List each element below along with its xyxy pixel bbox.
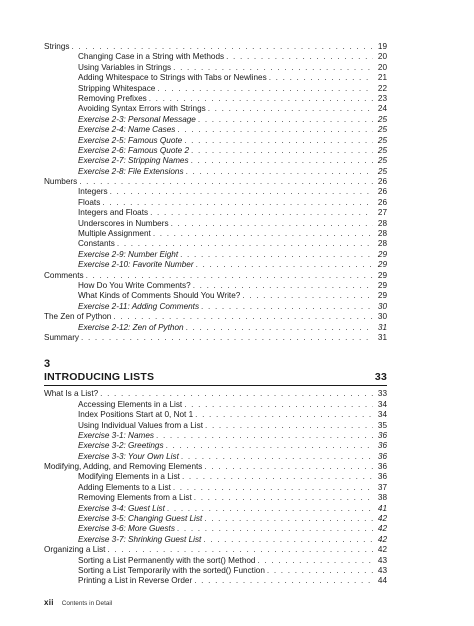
- toc-entry-page: 29: [377, 249, 387, 259]
- toc-section-chapter-3: [44, 389, 387, 586]
- toc-subsection-entry[interactable]: [44, 52, 387, 62]
- toc-entry-label: What Is a List?: [44, 389, 99, 399]
- toc-entry-label: Sorting a List Permanently with the sort() Method: [78, 555, 256, 565]
- toc-subsection-entry[interactable]: [44, 219, 387, 229]
- toc-leader-dots: [184, 400, 373, 410]
- toc-entry-label: Sorting a List Temporarily with the sorted() Function: [78, 565, 265, 575]
- toc-exercise-entry[interactable]: [44, 125, 387, 135]
- toc-entry-label: Exercise 3-5: Changing Guest List: [78, 514, 203, 524]
- toc-leader-dots: [71, 42, 373, 52]
- toc-entry-page: 25: [377, 166, 387, 176]
- toc-section-entry[interactable]: [44, 333, 387, 343]
- toc-subsection-entry[interactable]: [44, 104, 387, 114]
- chapter-number: 3: [44, 358, 51, 371]
- toc-entry-label: Removing Prefixes: [78, 93, 147, 103]
- toc-entry-label: Printing a List in Reverse Order: [78, 576, 193, 586]
- toc-subsection-entry[interactable]: [44, 187, 387, 197]
- toc-entry-page: 36: [377, 441, 387, 451]
- toc-entry-page: 36: [377, 472, 387, 482]
- toc-exercise-entry[interactable]: [44, 452, 387, 462]
- toc-entry-page: 25: [377, 125, 387, 135]
- toc-exercise-entry[interactable]: [44, 250, 387, 260]
- toc-entry-label: Avoiding Syntax Errors with Strings: [78, 104, 206, 114]
- table-of-contents: [44, 42, 387, 587]
- toc-entry-label: Stripping Whitespace: [78, 83, 156, 93]
- toc-leader-dots: [181, 452, 373, 462]
- toc-leader-dots: [267, 566, 373, 576]
- toc-leader-dots: [226, 52, 373, 62]
- toc-leader-dots: [186, 323, 373, 333]
- toc-entry-page: 43: [377, 555, 387, 565]
- toc-entry-page: 29: [377, 280, 387, 290]
- toc-entry-page: 26: [377, 177, 387, 187]
- toc-entry-page: 20: [377, 52, 387, 62]
- toc-leader-dots: [107, 545, 373, 555]
- toc-leader-dots: [186, 167, 373, 177]
- toc-entry-page: 26: [377, 197, 387, 207]
- toc-entry-label: Exercise 3-4: Guest List: [78, 503, 165, 513]
- page-footer: [44, 598, 112, 607]
- toc-subsection-entry[interactable]: [44, 198, 387, 208]
- toc-leader-dots: [79, 177, 373, 187]
- toc-leader-dots: [191, 146, 373, 156]
- toc-leader-dots: [156, 431, 373, 441]
- toc-leader-dots: [117, 239, 373, 249]
- toc-leader-dots: [180, 250, 373, 260]
- toc-exercise-entry[interactable]: [44, 323, 387, 333]
- toc-entry-page: 27: [377, 208, 387, 218]
- toc-entry-page: 29: [377, 270, 387, 280]
- toc-entry-label: Floats: [78, 197, 101, 207]
- toc-leader-dots: [184, 136, 373, 146]
- toc-exercise-entry[interactable]: [44, 302, 387, 312]
- toc-leader-dots: [193, 281, 373, 291]
- toc-subsection-entry[interactable]: [44, 84, 387, 94]
- toc-entry-page: 28: [377, 239, 387, 249]
- toc-entry-label: Summary: [44, 332, 80, 342]
- toc-entry-page: 31: [377, 332, 387, 342]
- toc-exercise-entry[interactable]: [44, 514, 387, 524]
- toc-entry-label: Exercise 2-9: Number Eight: [78, 249, 179, 259]
- toc-exercise-entry[interactable]: [44, 524, 387, 534]
- chapter-title-line: [44, 371, 387, 386]
- toc-section-entry[interactable]: [44, 177, 387, 187]
- toc-subsection-entry[interactable]: [44, 63, 387, 73]
- toc-subsection-entry[interactable]: [44, 472, 387, 482]
- toc-entry-label: Organizing a List: [44, 545, 106, 555]
- toc-entry-page: 36: [377, 451, 387, 461]
- toc-entry-label: Exercise 2-7: Stripping Names: [78, 156, 189, 166]
- toc-subsection-entry[interactable]: [44, 556, 387, 566]
- toc-subsection-entry[interactable]: [44, 483, 387, 493]
- toc-leader-dots: [194, 493, 373, 503]
- toc-entry-label: Accessing Elements in a List: [78, 399, 183, 409]
- toc-entry-page: 33: [377, 389, 387, 399]
- chapter-page: 33: [374, 371, 387, 384]
- toc-entry-page: 22: [377, 83, 387, 93]
- toc-leader-dots: [81, 333, 373, 343]
- toc-entry-page: 25: [377, 145, 387, 155]
- toc-leader-dots: [102, 198, 373, 208]
- chapter-title: INTRODUCING LISTS: [44, 371, 155, 384]
- toc-leader-dots: [86, 271, 373, 281]
- toc-entry-page: 25: [377, 156, 387, 166]
- toc-entry-label: Integers: [78, 187, 108, 197]
- toc-entry-label: Underscores in Numbers: [78, 218, 169, 228]
- toc-entry-label: Exercise 2-11: Adding Comments: [78, 301, 200, 311]
- toc-entry-label: Removing Elements from a List: [78, 493, 192, 503]
- toc-leader-dots: [204, 514, 373, 524]
- toc-leader-dots: [166, 441, 373, 451]
- toc-exercise-entry[interactable]: [44, 156, 387, 166]
- toc-entry-label: Exercise 3-1: Names: [78, 430, 154, 440]
- toc-leader-dots: [191, 156, 373, 166]
- footer-section-name: Contents in Detail: [61, 600, 113, 607]
- toc-entry-page: 37: [377, 482, 387, 492]
- toc-entry-label: Numbers: [44, 177, 78, 187]
- toc-subsection-entry[interactable]: [44, 400, 387, 410]
- toc-leader-dots: [203, 535, 373, 545]
- toc-subsection-entry[interactable]: [44, 239, 387, 249]
- toc-leader-dots: [204, 462, 373, 472]
- toc-entry-page: 42: [377, 545, 387, 555]
- toc-exercise-entry[interactable]: [44, 136, 387, 146]
- toc-entry-label: Exercise 2-12: Zen of Python: [78, 322, 184, 332]
- toc-entry-label: Index Positions Start at 0, Not 1: [78, 410, 194, 420]
- toc-entry-page: 25: [377, 114, 387, 124]
- toc-entry-label: Using Individual Values from a List: [78, 420, 203, 430]
- toc-leader-dots: [196, 260, 373, 270]
- toc-entry-label: Exercise 3-7: Shrinking Guest List: [78, 534, 202, 544]
- toc-entry-page: 28: [377, 229, 387, 239]
- toc-leader-dots: [149, 94, 373, 104]
- toc-entry-page: 21: [377, 73, 387, 83]
- toc-subsection-entry[interactable]: [44, 229, 387, 239]
- footer-page-number: xii: [44, 598, 54, 607]
- toc-entry-label: Modifying Elements in a List: [78, 472, 180, 482]
- toc-entry-page: 38: [377, 493, 387, 503]
- toc-subsection-entry[interactable]: [44, 208, 387, 218]
- toc-entry-page: 35: [377, 420, 387, 430]
- toc-leader-dots: [113, 312, 373, 322]
- toc-exercise-entry[interactable]: [44, 146, 387, 156]
- toc-entry-label: Modifying, Adding, and Removing Elements: [44, 462, 203, 472]
- toc-exercise-entry[interactable]: [44, 431, 387, 441]
- toc-leader-dots: [242, 291, 373, 301]
- toc-entry-label: Exercise 3-3: Your Own List: [78, 451, 179, 461]
- toc-subsection-entry[interactable]: [44, 94, 387, 104]
- toc-leader-dots: [157, 84, 373, 94]
- toc-exercise-entry[interactable]: [44, 167, 387, 177]
- toc-entry-page: 36: [377, 430, 387, 440]
- toc-exercise-entry[interactable]: [44, 260, 387, 270]
- toc-subsection-entry[interactable]: [44, 421, 387, 431]
- toc-subsection-entry[interactable]: [44, 281, 387, 291]
- toc-subsection-entry[interactable]: [44, 576, 387, 586]
- toc-entry-label: What Kinds of Comments Should You Write?: [78, 291, 241, 301]
- toc-entry-page: 41: [377, 503, 387, 513]
- toc-leader-dots: [100, 389, 373, 399]
- toc-entry-page: 23: [377, 93, 387, 103]
- toc-subsection-entry[interactable]: [44, 566, 387, 576]
- toc-entry-page: 25: [377, 135, 387, 145]
- toc-entry-page: 34: [377, 399, 387, 409]
- toc-section-entry[interactable]: [44, 545, 387, 555]
- toc-entry-page: 28: [377, 218, 387, 228]
- toc-exercise-entry[interactable]: [44, 115, 387, 125]
- toc-section-chapter-2: [44, 42, 387, 343]
- toc-entry-page: 24: [377, 104, 387, 114]
- toc-entry-page: 30: [377, 312, 387, 322]
- toc-entry-page: 19: [377, 42, 387, 51]
- toc-leader-dots: [198, 115, 373, 125]
- toc-entry-label: The Zen of Python: [44, 312, 112, 322]
- toc-leader-dots: [173, 483, 373, 493]
- toc-entry-page: 30: [377, 301, 387, 311]
- toc-subsection-entry[interactable]: [44, 410, 387, 420]
- toc-leader-dots: [182, 472, 373, 482]
- toc-entry-page: 36: [377, 462, 387, 472]
- toc-subsection-entry[interactable]: [44, 291, 387, 301]
- toc-leader-dots: [173, 63, 373, 73]
- toc-leader-dots: [269, 73, 373, 83]
- toc-section-entry[interactable]: [44, 389, 387, 399]
- toc-leader-dots: [208, 104, 373, 114]
- toc-entry-label: Changing Case in a String with Methods: [78, 52, 225, 62]
- toc-exercise-entry[interactable]: [44, 504, 387, 514]
- toc-entry-label: Exercise 2-4: Name Cases: [78, 125, 176, 135]
- toc-entry-page: 34: [377, 410, 387, 420]
- toc-entry-label: How Do You Write Comments?: [78, 280, 191, 290]
- toc-leader-dots: [110, 187, 373, 197]
- toc-entry-label: Adding Whitespace to Strings with Tabs or Newlines: [78, 73, 267, 83]
- toc-entry-label: Exercise 2-5: Famous Quote: [78, 135, 183, 145]
- toc-entry-page: 29: [377, 260, 387, 270]
- toc-entry-label: Strings: [44, 42, 70, 51]
- toc-entry-page: 44: [377, 576, 387, 586]
- toc-entry-page: 42: [377, 514, 387, 524]
- toc-leader-dots: [195, 410, 373, 420]
- toc-section-entry[interactable]: [44, 42, 387, 52]
- toc-entry-label: Exercise 3-2: Greetings: [78, 441, 164, 451]
- toc-leader-dots: [194, 576, 373, 586]
- toc-leader-dots: [205, 421, 373, 431]
- toc-entry-page: 42: [377, 524, 387, 534]
- toc-entry-page: 20: [377, 62, 387, 72]
- chapter-heading: [44, 358, 387, 386]
- toc-leader-dots: [171, 219, 373, 229]
- toc-entry-label: Multiple Assignment: [78, 229, 151, 239]
- toc-leader-dots: [177, 524, 373, 534]
- toc-leader-dots: [177, 125, 373, 135]
- toc-section-entry[interactable]: [44, 462, 387, 472]
- toc-entry-page: 29: [377, 291, 387, 301]
- toc-entry-label: Constants: [78, 239, 115, 249]
- toc-entry-label: Using Variables in Strings: [78, 62, 172, 72]
- toc-section-entry[interactable]: [44, 312, 387, 322]
- toc-leader-dots: [167, 504, 373, 514]
- toc-entry-label: Exercise 3-6: More Guests: [78, 524, 175, 534]
- toc-leader-dots: [153, 229, 373, 239]
- toc-entry-page: 42: [377, 534, 387, 544]
- toc-entry-label: Integers and Floats: [78, 208, 149, 218]
- toc-entry-page: 43: [377, 565, 387, 575]
- toc-entry-label: Adding Elements to a List: [78, 482, 171, 492]
- toc-leader-dots: [201, 302, 373, 312]
- toc-entry-label: Comments: [44, 270, 84, 280]
- toc-entry-page: 31: [377, 322, 387, 332]
- toc-section-entry[interactable]: [44, 271, 387, 281]
- toc-exercise-entry[interactable]: [44, 441, 387, 451]
- toc-entry-label: Exercise 2-10: Favorite Number: [78, 260, 194, 270]
- toc-subsection-entry[interactable]: [44, 73, 387, 83]
- toc-entry-label: Exercise 2-8: File Extensions: [78, 166, 184, 176]
- toc-entry-label: Exercise 2-3: Personal Message: [78, 114, 196, 124]
- toc-leader-dots: [257, 556, 373, 566]
- toc-leader-dots: [150, 208, 373, 218]
- toc-entry-label: Exercise 2-6: Famous Quote 2: [78, 145, 190, 155]
- toc-subsection-entry[interactable]: [44, 493, 387, 503]
- toc-entry-page: 26: [377, 187, 387, 197]
- toc-exercise-entry[interactable]: [44, 535, 387, 545]
